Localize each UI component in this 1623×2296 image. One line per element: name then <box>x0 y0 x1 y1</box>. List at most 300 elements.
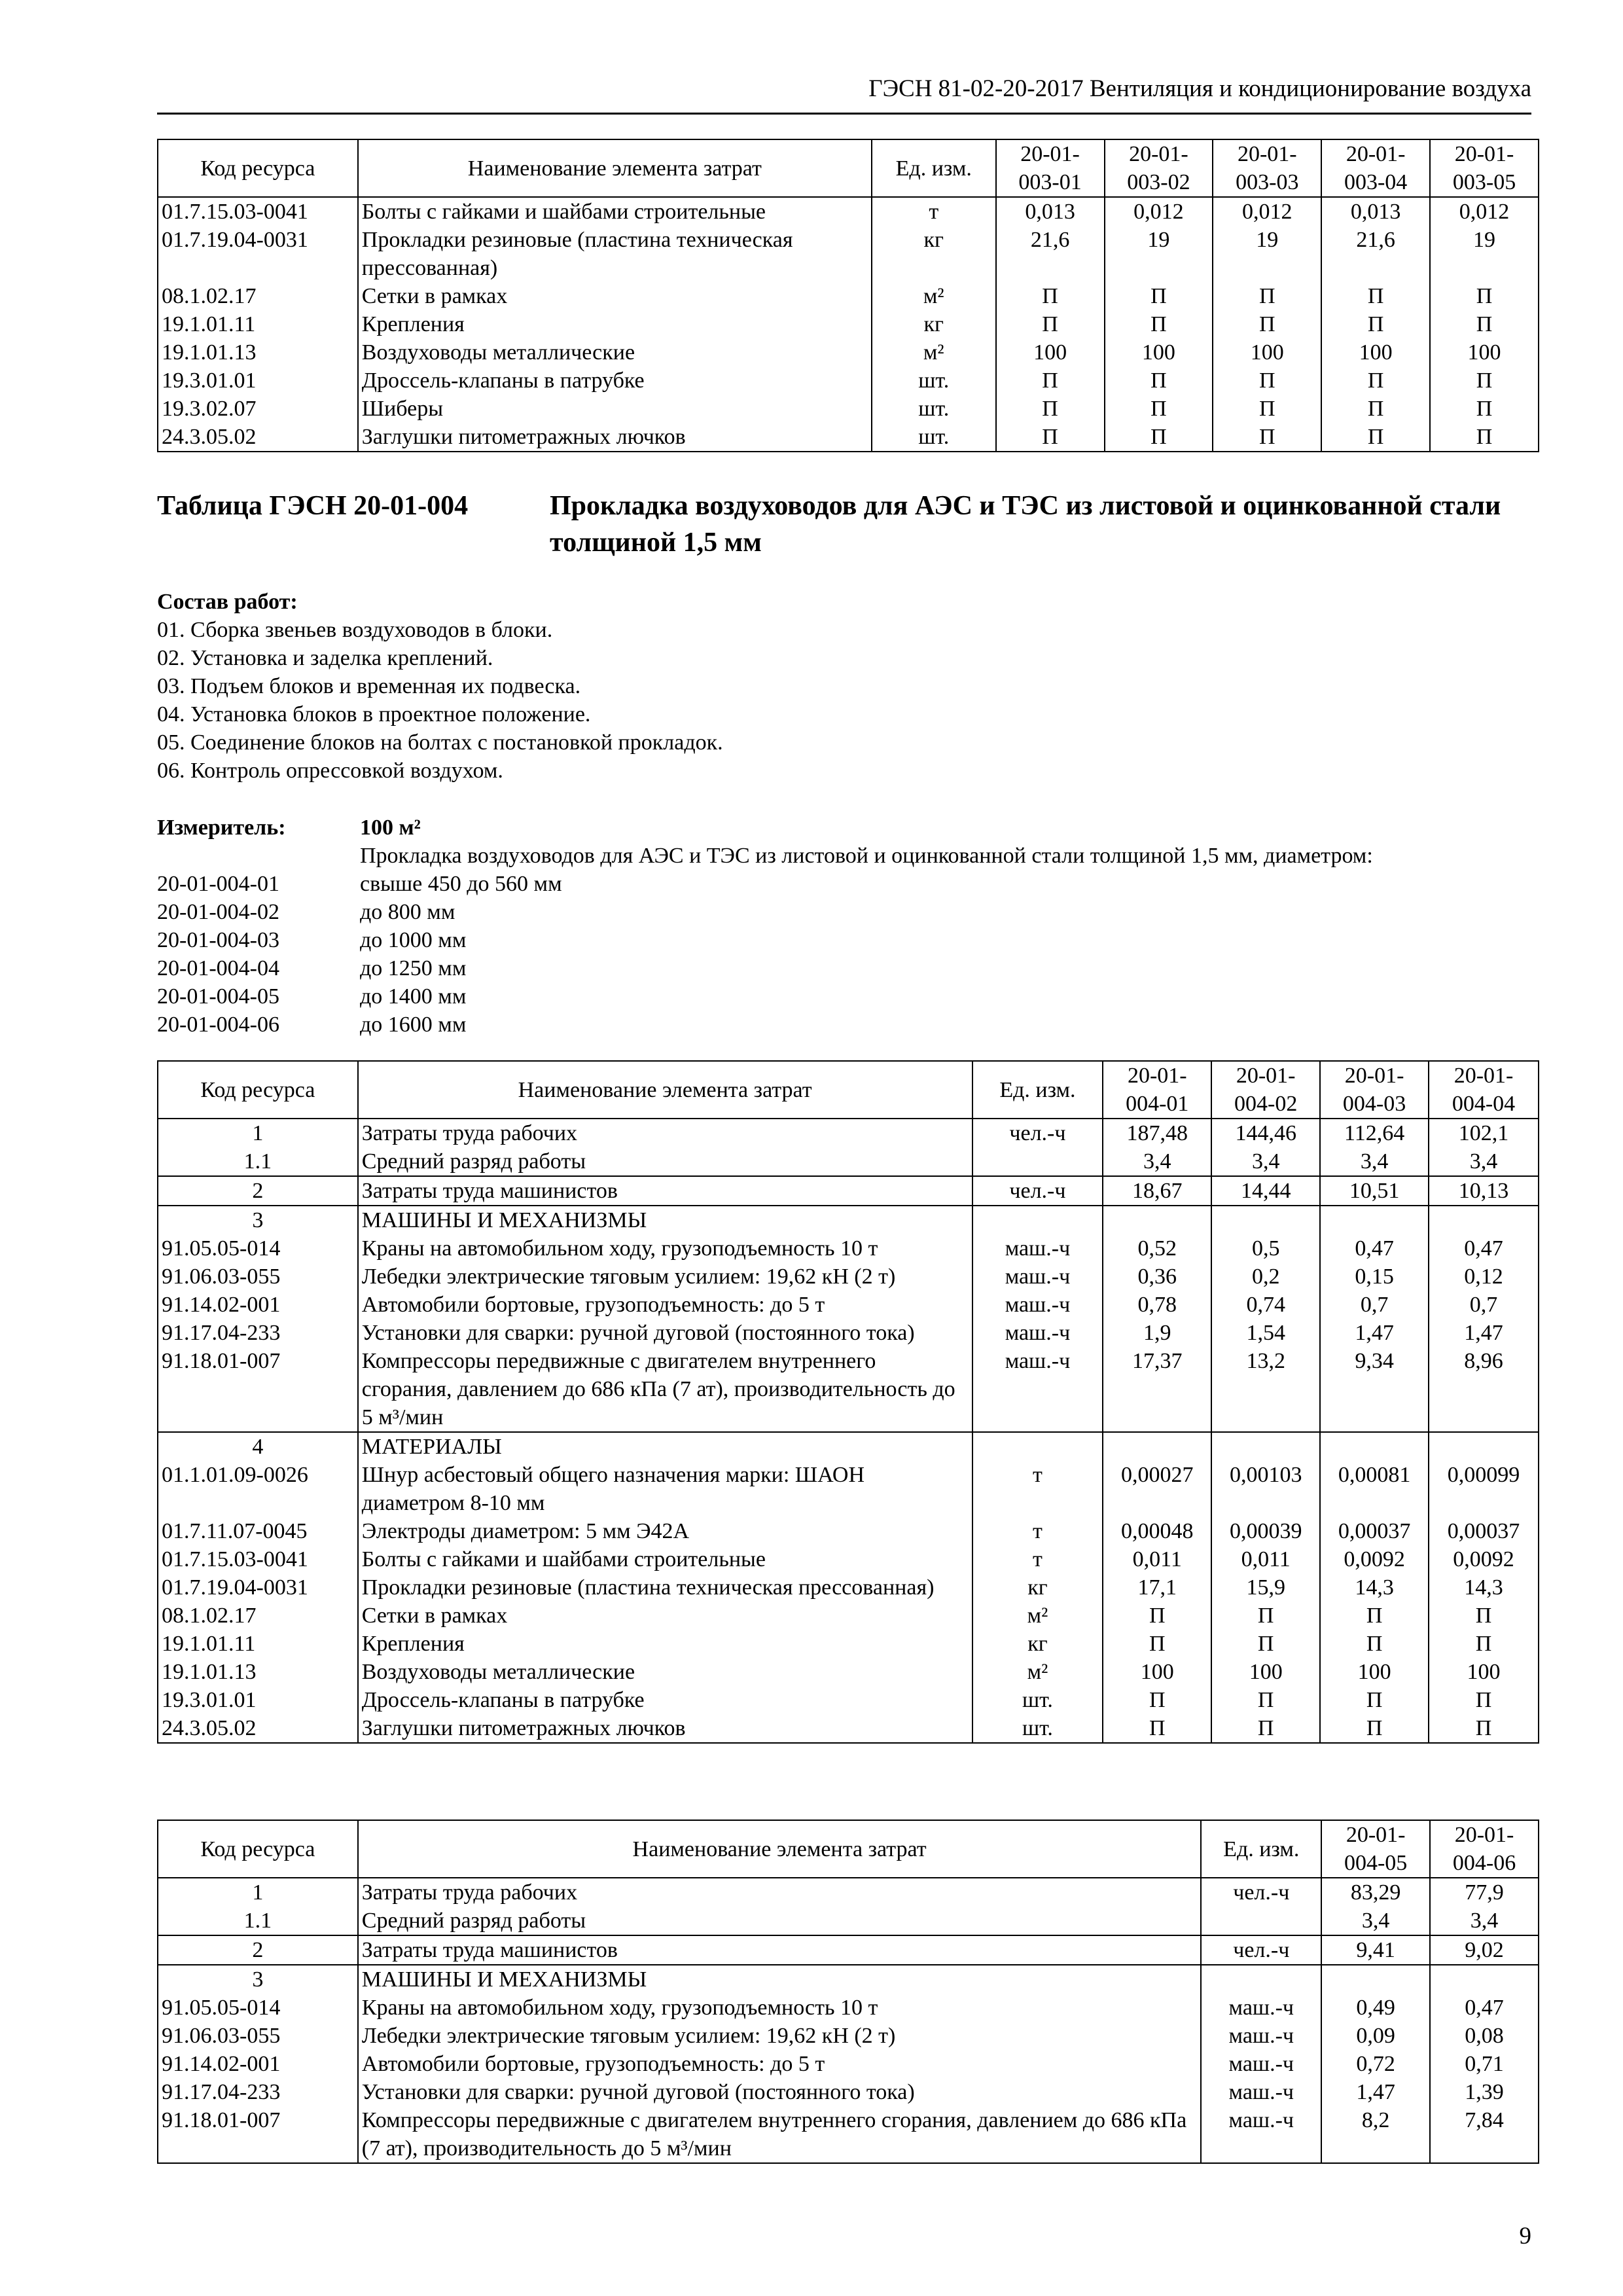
table-header-row <box>158 1820 1539 1878</box>
resource-code: 24.3.05.02 <box>158 1714 358 1743</box>
table-row <box>158 282 1539 310</box>
resource-code: 01.1.01.09-0026 <box>158 1461 358 1517</box>
unit: чел.-ч <box>1201 1935 1321 1965</box>
column-header: Наименование элемента затрат <box>358 139 872 197</box>
table-row <box>158 1686 1539 1714</box>
norm-value: 100 <box>1103 1658 1211 1686</box>
norm-value: П <box>1211 1686 1320 1714</box>
resource-code: 01.7.15.03-0041 <box>158 197 358 226</box>
cost-element-name: Автомобили бортовые, грузоподъемность: до 5 т <box>358 2050 1202 2078</box>
norm-value: П <box>996 367 1105 395</box>
unit: маш.-ч <box>972 1234 1103 1263</box>
unit: маш.-ч <box>972 1263 1103 1291</box>
column-header: Код ресурса <box>158 1820 358 1878</box>
variant-row <box>157 870 1564 898</box>
table-row <box>158 2022 1539 2050</box>
norm-value: П <box>1105 282 1213 310</box>
norm-value: П <box>1320 1602 1429 1630</box>
norm-value: 1,54 <box>1211 1319 1320 1347</box>
norm-value: 0,00037 <box>1320 1517 1429 1545</box>
norm-value: 77,9 <box>1430 1878 1539 1907</box>
resource-table-003 <box>157 139 1539 452</box>
resource-code: 24.3.05.02 <box>158 423 358 452</box>
norm-value <box>1429 1206 1539 1234</box>
norm-value: 112,64 <box>1320 1119 1429 1147</box>
table-row <box>158 1878 1539 1907</box>
norm-value: П <box>996 310 1105 338</box>
norm-value: 18,67 <box>1103 1176 1211 1206</box>
meter-label: Измеритель: <box>157 816 286 840</box>
variant-description: до 800 мм <box>360 900 455 924</box>
table-row <box>158 197 1539 226</box>
norm-value <box>1103 1206 1211 1234</box>
cost-element-name: Заглушки питометражных лючков <box>358 423 872 452</box>
column-header: Ед. изм. <box>872 139 996 197</box>
cost-element-name: Шнур асбестовый общего назначения марки: ШАОН диаметром 8-10 мм <box>358 1461 972 1517</box>
table-row <box>158 1714 1539 1743</box>
norm-value: П <box>1430 282 1539 310</box>
norm-value: П <box>1213 367 1321 395</box>
table-row <box>158 1935 1539 1965</box>
variant-code: 20-01-004-04 <box>157 956 279 980</box>
resource-code: 91.17.04-233 <box>158 2078 358 2106</box>
norm-value: П <box>1429 1602 1539 1630</box>
norm-value: П <box>1105 423 1213 452</box>
norm-value <box>1321 1965 1430 1994</box>
cost-element-name: Электроды диаметром: 5 мм Э42А <box>358 1517 972 1545</box>
table-row <box>158 395 1539 423</box>
resource-code: 91.18.01-007 <box>158 1347 358 1432</box>
table-row <box>158 1545 1539 1573</box>
table-row <box>158 1573 1539 1602</box>
resource-code: 2 <box>158 1935 358 1965</box>
norm-value: П <box>1430 367 1539 395</box>
work-item: 04. Установка блоков в проектное положение. <box>157 702 591 726</box>
cost-element-name: Шиберы <box>358 395 872 423</box>
table-title: Прокладка воздуховодов для АЭС и ТЭС из листовой и оцинкованной стали толщиной 1,5 мм <box>550 491 1501 558</box>
unit: т <box>972 1545 1103 1573</box>
norm-value: 0,71 <box>1430 2050 1539 2078</box>
norm-value: П <box>1105 395 1213 423</box>
norm-value: 14,3 <box>1320 1573 1429 1602</box>
resource-code: 91.18.01-007 <box>158 2106 358 2163</box>
cost-element-name: Крепления <box>358 310 872 338</box>
norm-value: 1,9 <box>1103 1319 1211 1347</box>
variant-code: 20-01-004-05 <box>157 984 279 1009</box>
work-item: 01. Сборка звеньев воздуховодов в блоки. <box>157 618 553 642</box>
cost-element-name: МАШИНЫ И МЕХАНИЗМЫ <box>358 1965 1202 1994</box>
resource-code: 2 <box>158 1176 358 1206</box>
table-row <box>158 1347 1539 1432</box>
unit: шт. <box>872 395 996 423</box>
norm-value: П <box>1321 395 1430 423</box>
resource-code: 01.7.11.07-0045 <box>158 1517 358 1545</box>
norm-value: 3,4 <box>1321 1907 1430 1935</box>
table-row <box>158 1965 1539 1994</box>
norm-value: 0,78 <box>1103 1291 1211 1319</box>
norm-value: 0,08 <box>1430 2022 1539 2050</box>
norm-value: П <box>1103 1714 1211 1743</box>
norm-value: 10,51 <box>1320 1176 1429 1206</box>
unit: чел.-ч <box>972 1119 1103 1147</box>
norm-value: 0,0092 <box>1429 1545 1539 1573</box>
norm-value: 3,4 <box>1429 1147 1539 1176</box>
unit: т <box>972 1461 1103 1517</box>
norm-value: П <box>1321 310 1430 338</box>
norm-value: 19 <box>1213 226 1321 282</box>
variant-row <box>157 898 1564 926</box>
norm-value: П <box>996 423 1105 452</box>
norm-value <box>1103 1432 1211 1461</box>
cost-element-name: МАШИНЫ И МЕХАНИЗМЫ <box>358 1206 972 1234</box>
cost-element-name: Затраты труда рабочих <box>358 1119 972 1147</box>
table-row <box>158 1517 1539 1545</box>
cost-element-name: Затраты труда машинистов <box>358 1935 1202 1965</box>
norm-value: П <box>1320 1686 1429 1714</box>
norm-value: П <box>1430 423 1539 452</box>
unit <box>972 1206 1103 1234</box>
norm-value: 0,012 <box>1213 197 1321 226</box>
table-row <box>158 1147 1539 1176</box>
norm-value: П <box>1321 282 1430 310</box>
cost-element-name: Болты с гайками и шайбами строительные <box>358 197 872 226</box>
norm-value: 8,2 <box>1321 2106 1430 2163</box>
norm-value: 0,2 <box>1211 1263 1320 1291</box>
norm-value: 100 <box>1105 338 1213 367</box>
norm-value <box>1320 1432 1429 1461</box>
unit: кг <box>972 1630 1103 1658</box>
cost-element-name: Компрессоры передвижные с двигателем внутреннего сгорания, давлением до 686 кПа (7 ат), производительность до 5 м³/мин <box>358 2106 1202 2163</box>
norm-value: 7,84 <box>1430 2106 1539 2163</box>
table-row <box>158 226 1539 282</box>
norm-value: 1,47 <box>1429 1319 1539 1347</box>
norm-value: 0,00039 <box>1211 1517 1320 1545</box>
works-list <box>157 588 723 785</box>
work-item: 03. Подъем блоков и временная их подвеска. <box>157 674 581 698</box>
unit: чел.-ч <box>972 1176 1103 1206</box>
unit: м² <box>972 1658 1103 1686</box>
unit: м² <box>872 338 996 367</box>
variant-row <box>157 954 1564 982</box>
norm-value: 0,7 <box>1429 1291 1539 1319</box>
table-header-row <box>158 139 1539 197</box>
norm-value: П <box>996 395 1105 423</box>
table-row <box>158 1263 1539 1291</box>
cost-element-name: Заглушки питометражных лючков <box>358 1714 972 1743</box>
cost-element-name: МАТЕРИАЛЫ <box>358 1432 972 1461</box>
variant-row <box>157 926 1564 954</box>
norm-value: 0,09 <box>1321 2022 1430 2050</box>
cost-element-name: Компрессоры передвижные с двигателем внутреннего сгорания, давлением до 686 кПа (7 ат), производительность до 5 м³/мин <box>358 1347 972 1432</box>
table-row <box>158 1319 1539 1347</box>
norm-value: 144,46 <box>1211 1119 1320 1147</box>
norm-value: П <box>1103 1602 1211 1630</box>
unit <box>972 1432 1103 1461</box>
unit: шт. <box>972 1714 1103 1743</box>
column-header: 20-01- 004-06 <box>1430 1820 1539 1878</box>
resource-code: 1 <box>158 1119 358 1147</box>
cost-element-name: Сетки в рамках <box>358 1602 972 1630</box>
norm-value: П <box>1430 310 1539 338</box>
cost-element-name: Краны на автомобильном ходу, грузоподъемность 10 т <box>358 1234 972 1263</box>
norm-value: 0,012 <box>1430 197 1539 226</box>
resource-table-004-b <box>157 1820 1539 2164</box>
resource-code: 19.1.01.11 <box>158 1630 358 1658</box>
norm-value: П <box>1211 1602 1320 1630</box>
norm-value: 0,011 <box>1103 1545 1211 1573</box>
norm-value: 100 <box>1213 338 1321 367</box>
norm-value: 0,011 <box>1211 1545 1320 1573</box>
norm-value <box>1320 1206 1429 1234</box>
norm-value <box>1211 1206 1320 1234</box>
table-row <box>158 1994 1539 2022</box>
cost-element-name: Дроссель-клапаны в патрубке <box>358 1686 972 1714</box>
unit: т <box>972 1517 1103 1545</box>
norm-value: П <box>1103 1686 1211 1714</box>
meter-block <box>157 814 1564 1039</box>
unit: маш.-ч <box>1201 2078 1321 2106</box>
norm-value: П <box>1320 1714 1429 1743</box>
cost-element-name: Сетки в рамках <box>358 282 872 310</box>
unit: м² <box>872 282 996 310</box>
norm-value: 100 <box>1430 338 1539 367</box>
table-row <box>158 1907 1539 1935</box>
norm-value: 0,47 <box>1429 1234 1539 1263</box>
norm-value: 14,3 <box>1429 1573 1539 1602</box>
norm-value: 0,00048 <box>1103 1517 1211 1545</box>
unit: кг <box>872 226 996 282</box>
norm-value: 0,00027 <box>1103 1461 1211 1517</box>
resource-code: 08.1.02.17 <box>158 1602 358 1630</box>
resource-code: 91.14.02-001 <box>158 2050 358 2078</box>
norm-value: 9,02 <box>1430 1935 1539 1965</box>
cost-element-name: Прокладки резиновые (пластина техническая прессованная) <box>358 226 872 282</box>
table-row <box>158 1234 1539 1263</box>
norm-value: 0,013 <box>996 197 1105 226</box>
norm-value: 0,36 <box>1103 1263 1211 1291</box>
norm-value: 14,44 <box>1211 1176 1320 1206</box>
cost-element-name: Дроссель-клапаны в патрубке <box>358 367 872 395</box>
variant-description: до 1250 мм <box>360 956 467 980</box>
unit: м² <box>972 1602 1103 1630</box>
norm-value: 100 <box>1321 338 1430 367</box>
cost-element-name: Затраты труда машинистов <box>358 1176 972 1206</box>
running-header: ГЭСН 81-02-20-2017 Вентиляция и кондиционирование воздуха <box>157 75 1531 115</box>
column-header: 20-01- 004-02 <box>1211 1061 1320 1119</box>
table-number: Таблица ГЭСН 20-01-004 <box>157 491 469 521</box>
norm-value: 17,37 <box>1103 1347 1211 1432</box>
norm-value: 100 <box>1320 1658 1429 1686</box>
resource-code: 01.7.19.04-0031 <box>158 1573 358 1602</box>
resource-code: 1.1 <box>158 1147 358 1176</box>
norm-value: П <box>1429 1686 1539 1714</box>
cost-element-name: Болты с гайками и шайбами строительные <box>358 1545 972 1573</box>
norm-value: 0,00081 <box>1320 1461 1429 1517</box>
cost-element-name: Установки для сварки: ручной дуговой (постоянного тока) <box>358 2078 1202 2106</box>
norm-value: 0,74 <box>1211 1291 1320 1319</box>
column-header: 20-01- 003-02 <box>1105 139 1213 197</box>
norm-value: П <box>1429 1714 1539 1743</box>
norm-value: 0,47 <box>1320 1234 1429 1263</box>
column-header: Ед. изм. <box>1201 1820 1321 1878</box>
norm-value: 0,47 <box>1430 1994 1539 2022</box>
variant-description: до 1400 мм <box>360 984 467 1009</box>
resource-table-004-a <box>157 1060 1539 1744</box>
variant-description: свыше 450 до 560 мм <box>360 872 562 896</box>
unit: маш.-ч <box>1201 2050 1321 2078</box>
norm-value: П <box>1429 1630 1539 1658</box>
meter-description: Прокладка воздуховодов для АЭС и ТЭС из листовой и оцинкованной стали толщиной 1,5 мм, диаметром: <box>360 844 1373 868</box>
norm-value <box>1430 1965 1539 1994</box>
norm-value: 19 <box>1430 226 1539 282</box>
table-row <box>158 1119 1539 1147</box>
norm-value: 0,49 <box>1321 1994 1430 2022</box>
norm-value: 100 <box>1429 1658 1539 1686</box>
resource-code: 91.06.03-055 <box>158 1263 358 1291</box>
norm-value: 10,13 <box>1429 1176 1539 1206</box>
norm-value: 13,2 <box>1211 1347 1320 1432</box>
norm-value: 1,47 <box>1320 1319 1429 1347</box>
cost-element-name: Лебедки электрические тяговым усилием: 19,62 кН (2 т) <box>358 1263 972 1291</box>
norm-value: П <box>1321 367 1430 395</box>
unit: т <box>872 197 996 226</box>
cost-element-name: Средний разряд работы <box>358 1907 1202 1935</box>
resource-code: 91.17.04-233 <box>158 1319 358 1347</box>
norm-value: 0,5 <box>1211 1234 1320 1263</box>
table-row <box>158 1432 1539 1461</box>
norm-value: 0,00103 <box>1211 1461 1320 1517</box>
column-header: Наименование элемента затрат <box>358 1061 972 1119</box>
norm-value: П <box>1213 423 1321 452</box>
norm-value: П <box>1211 1714 1320 1743</box>
norm-value: 0,15 <box>1320 1263 1429 1291</box>
resource-code: 3 <box>158 1965 358 1994</box>
table-row <box>158 1291 1539 1319</box>
resource-code: 19.3.02.07 <box>158 395 358 423</box>
work-item: 02. Установка и заделка креплений. <box>157 646 493 670</box>
norm-value: 0,72 <box>1321 2050 1430 2078</box>
norm-value <box>1211 1432 1320 1461</box>
cost-element-name: Установки для сварки: ручной дуговой (постоянного тока) <box>358 1319 972 1347</box>
column-header: Код ресурса <box>158 139 358 197</box>
resource-code: 1.1 <box>158 1907 358 1935</box>
unit <box>1201 1907 1321 1935</box>
column-header: 20-01- 003-01 <box>996 139 1105 197</box>
column-header: 20-01- 003-05 <box>1430 139 1539 197</box>
resource-code: 19.1.01.13 <box>158 1658 358 1686</box>
norm-value: 15,9 <box>1211 1573 1320 1602</box>
table-row <box>158 2106 1539 2163</box>
norm-value: 100 <box>996 338 1105 367</box>
norm-value: П <box>1213 282 1321 310</box>
unit: маш.-ч <box>1201 2022 1321 2050</box>
unit: маш.-ч <box>1201 2106 1321 2163</box>
cost-element-name: Краны на автомобильном ходу, грузоподъемность 10 т <box>358 1994 1202 2022</box>
resource-code: 91.14.02-001 <box>158 1291 358 1319</box>
resource-code: 19.3.01.01 <box>158 1686 358 1714</box>
norm-value: П <box>1213 395 1321 423</box>
resource-code: 08.1.02.17 <box>158 282 358 310</box>
norm-value: П <box>1211 1630 1320 1658</box>
table-row <box>158 1176 1539 1206</box>
column-header: Ед. изм. <box>972 1061 1103 1119</box>
table-row <box>158 1658 1539 1686</box>
norm-value: 0,7 <box>1320 1291 1429 1319</box>
cost-element-name: Прокладки резиновые (пластина техническая прессованная) <box>358 1573 972 1602</box>
norm-value: 83,29 <box>1321 1878 1430 1907</box>
norm-value: П <box>1430 395 1539 423</box>
variant-description: до 1600 мм <box>360 1013 467 1037</box>
unit: кг <box>872 310 996 338</box>
resource-code: 01.7.19.04-0031 <box>158 226 358 282</box>
table-row <box>158 423 1539 452</box>
table-row <box>158 367 1539 395</box>
norm-value: П <box>1321 423 1430 452</box>
norm-value: 19 <box>1105 226 1213 282</box>
column-header: 20-01- 004-05 <box>1321 1820 1430 1878</box>
unit: шт. <box>872 367 996 395</box>
norm-value: 1,39 <box>1430 2078 1539 2106</box>
cost-element-name: Крепления <box>358 1630 972 1658</box>
norm-value: 9,34 <box>1320 1347 1429 1432</box>
variant-code: 20-01-004-02 <box>157 900 279 924</box>
resource-code: 19.1.01.11 <box>158 310 358 338</box>
norm-value <box>1429 1432 1539 1461</box>
table-row <box>158 2078 1539 2106</box>
work-item: 05. Соединение блоков на болтах с постановкой прокладок. <box>157 730 723 755</box>
column-header: 20-01- 003-03 <box>1213 139 1321 197</box>
norm-value: 0,0092 <box>1320 1545 1429 1573</box>
norm-value: П <box>996 282 1105 310</box>
norm-value: П <box>1105 367 1213 395</box>
column-header: 20-01- 004-04 <box>1429 1061 1539 1119</box>
table-row <box>158 1461 1539 1517</box>
resource-code: 91.06.03-055 <box>158 2022 358 2050</box>
page-number: 9 <box>1519 2223 1531 2250</box>
norm-value: 3,4 <box>1211 1147 1320 1176</box>
cost-element-name: Затраты труда рабочих <box>358 1878 1202 1907</box>
norm-value: 187,48 <box>1103 1119 1211 1147</box>
variant-code: 20-01-004-06 <box>157 1013 279 1037</box>
unit: кг <box>972 1573 1103 1602</box>
variant-description: до 1000 мм <box>360 928 467 952</box>
norm-value: П <box>1320 1630 1429 1658</box>
resource-code: 19.3.01.01 <box>158 367 358 395</box>
works-title: Состав работ: <box>157 590 298 614</box>
unit: маш.-ч <box>972 1291 1103 1319</box>
variant-code: 20-01-004-03 <box>157 928 279 952</box>
unit: маш.-ч <box>1201 1994 1321 2022</box>
resource-code: 01.7.15.03-0041 <box>158 1545 358 1573</box>
table-row <box>158 338 1539 367</box>
column-header: 20-01- 004-03 <box>1320 1061 1429 1119</box>
unit <box>972 1147 1103 1176</box>
resource-code: 91.05.05-014 <box>158 1234 358 1263</box>
resource-code: 3 <box>158 1206 358 1234</box>
norm-value: 21,6 <box>996 226 1105 282</box>
table-row <box>158 1602 1539 1630</box>
norm-value: 0,012 <box>1105 197 1213 226</box>
unit: маш.-ч <box>972 1319 1103 1347</box>
norm-value: 3,4 <box>1320 1147 1429 1176</box>
resource-code: 19.1.01.13 <box>158 338 358 367</box>
unit: маш.-ч <box>972 1347 1103 1432</box>
cost-element-name: Воздуховоды металлические <box>358 1658 972 1686</box>
unit: шт. <box>872 423 996 452</box>
table-row <box>158 310 1539 338</box>
norm-value: 8,96 <box>1429 1347 1539 1432</box>
norm-value: П <box>1103 1630 1211 1658</box>
